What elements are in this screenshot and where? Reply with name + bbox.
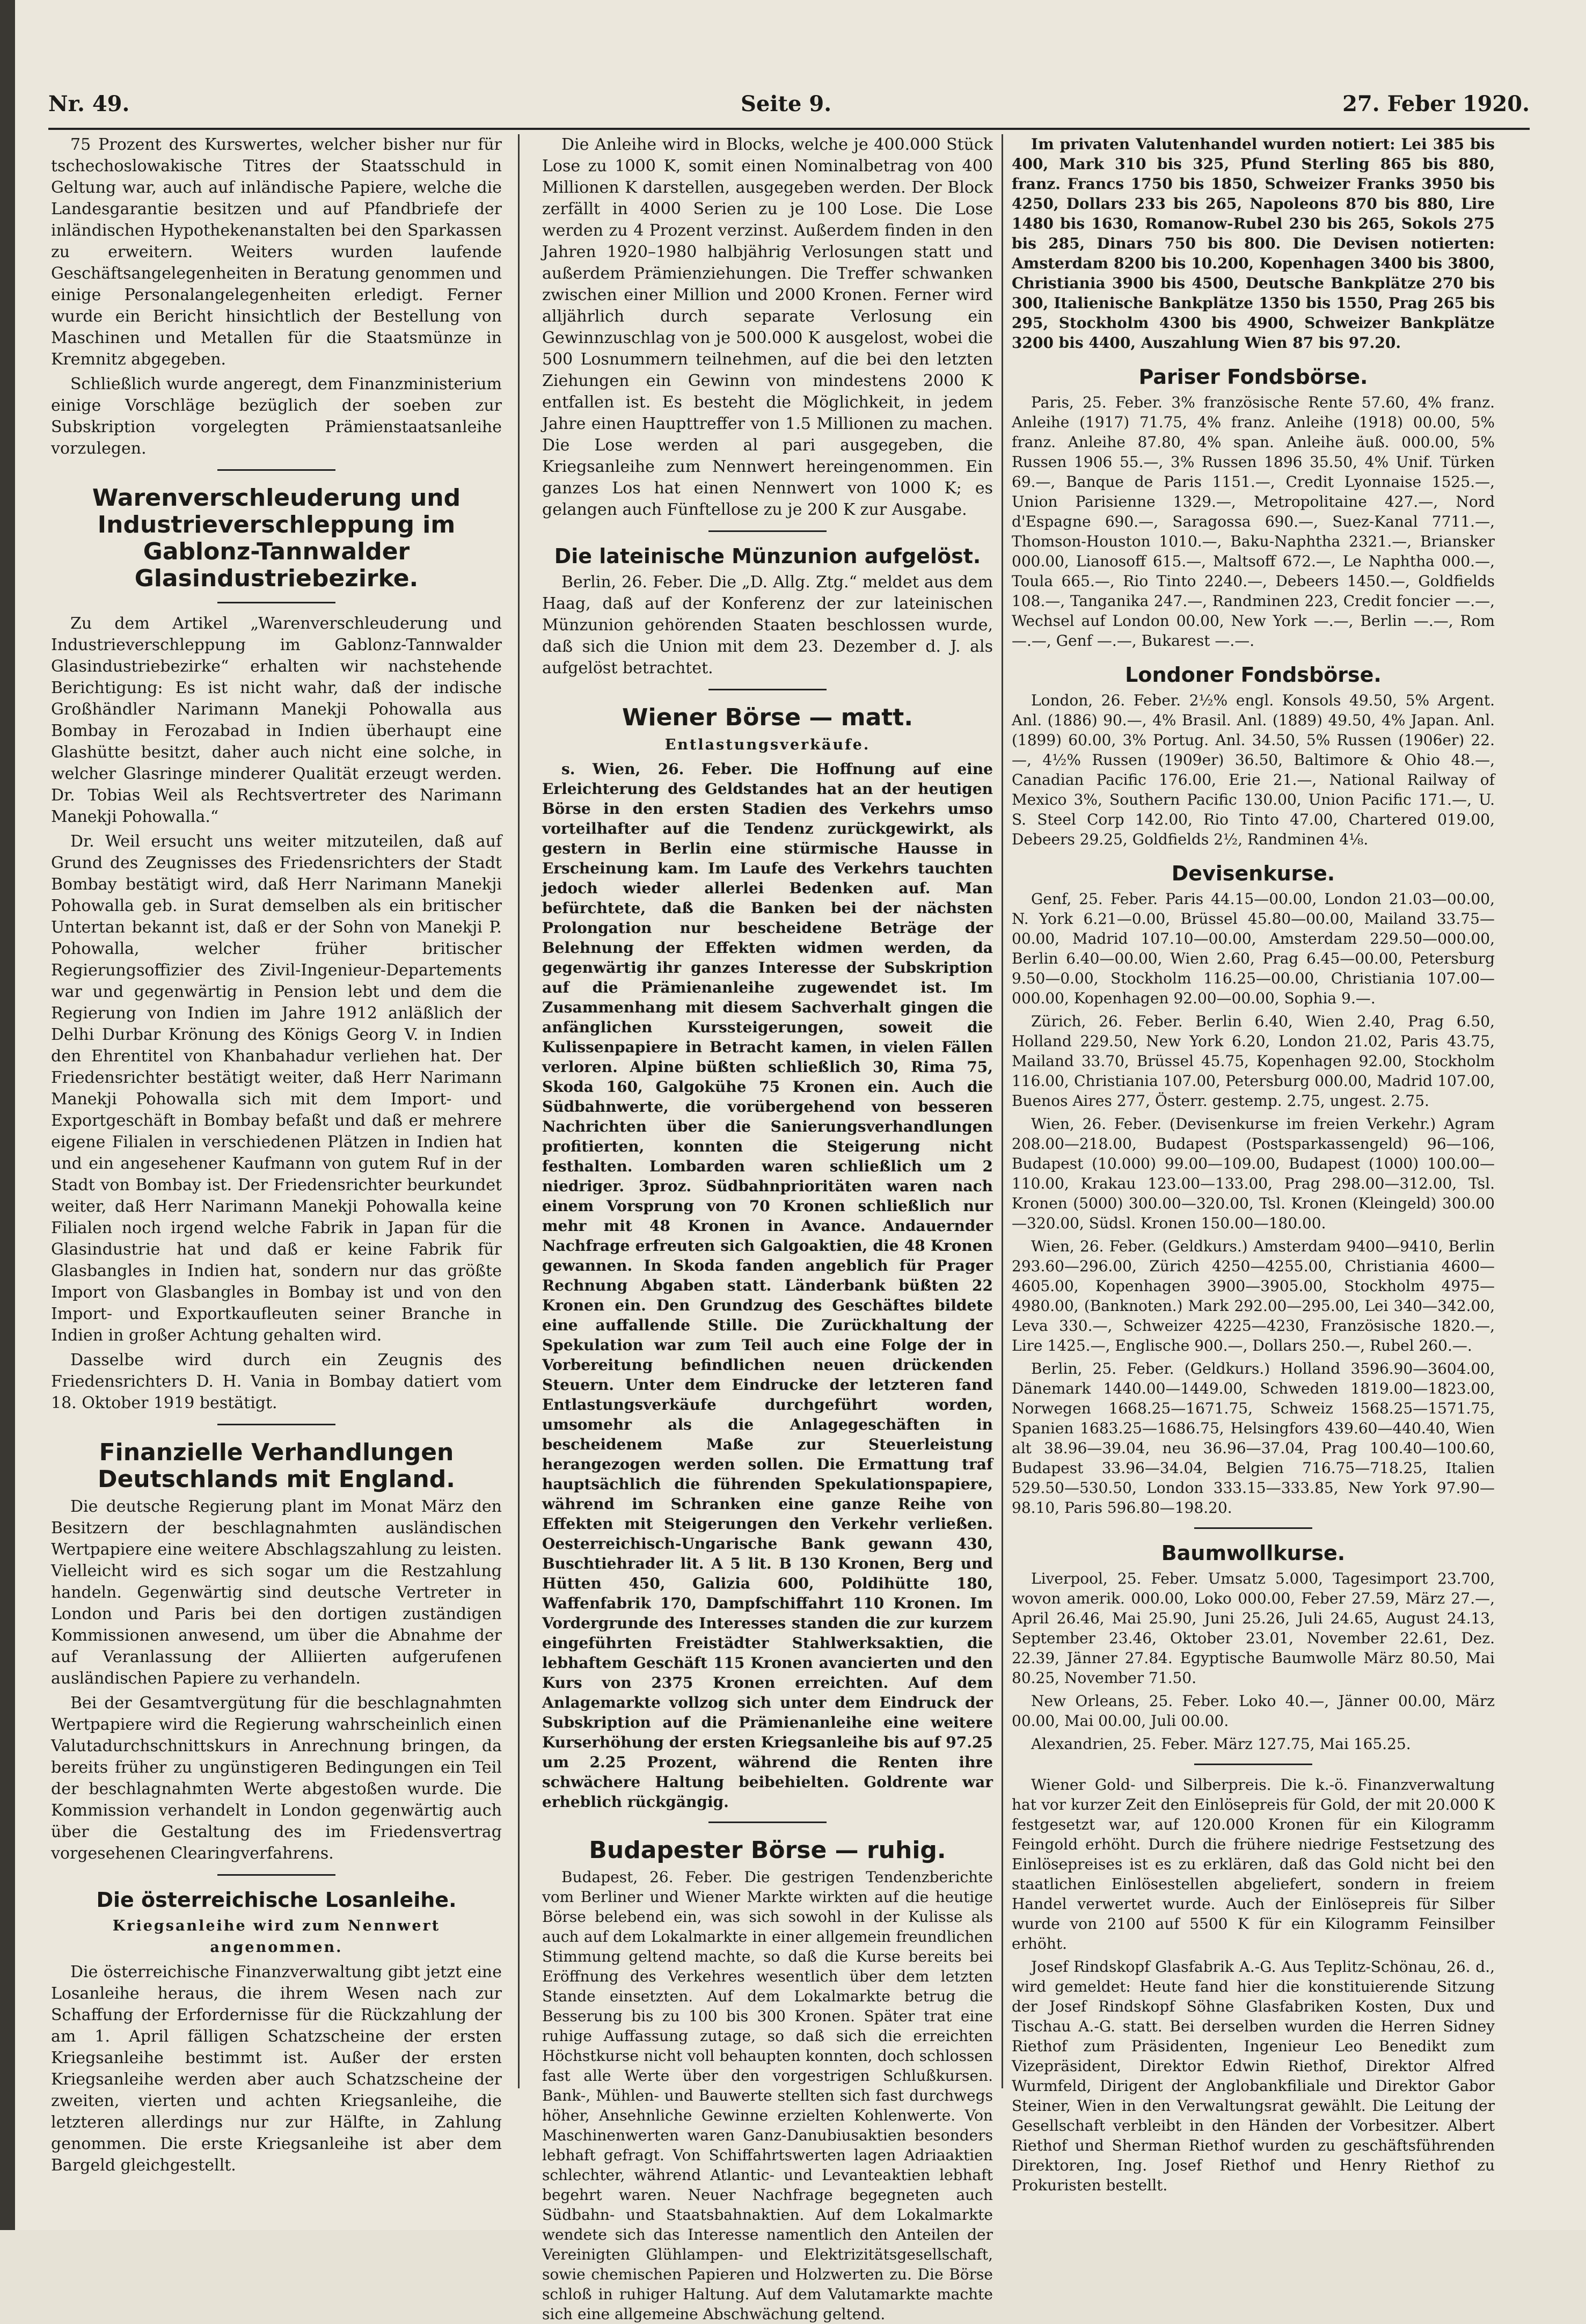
paragraph: s. Wien, 26. Feber. Die Hoffnung auf eine Erleichterung des Geldstandes hat an der heutigen Börse in den ersten Stadien des Verkehrs umso vorteilhafter auf die Tendenz zurückgewirkt, als gestern in Berlin eine stürmische Hausse in Erscheinung kam. Im Laufe des Verkehrs tauchten jedoch wieder allerlei Bedenken auf. Man befürchtete, daß die Banken bei der nächsten Prolongation nur bescheidene Beträge der Belehnung der Effekten widmen werden, da gegenwärtig ihr ganzes Interesse der Subskription auf die Prämienanleihe zugewendet ist. Im Zusammenhang mit diesem Sachverhalt gingen die anfänglichen Kurssteigerungen, soweit die Kulissenpapiere in Betracht kamen, in vielen Fällen verloren. Alpine büßten schließlich 30, Rima 75, Skoda 160, Galgokühe 75 Kronen ein. Auch die Südbahnwerte, die vorübergehend von besseren Nachrichten über die Sanierungsverhandlungen profitierten, konnten die Steigerung nicht festhalten. Lombarden waren schließlich um 2 niedriger. 3proz. Südbahnprioritäten waren nach einem Vorsprung von 70 Kronen schließlich nur mehr mit 48 Kronen in Avance. Andauernder Nachfrage erfreuten sich Galgoaktien, die 48 Kronen gewannen. In Skoda fanden angeblich für Prager Rechnung Abgaben statt. Länderbank büßten 22 Kronen ein. Den Grundzug des Geschäftes bildete eine auffallende Stille. Die Zurückhaltung der Spekulation war zum Teil auch eine Folge der in Vorbereitung befindlichen neuen drückenden Steuern. Unter dem Eindrucke der letzteren fand Entlastungsverkäufe durchgeführt worden, umsomehr als die Anlagegeschäften in bescheidenem Maße zur Steuerleistung herangezogen werden sollen. Die Ermattung traf hauptsächlich die führenden Spekulationspapiere, während im Schranken eine ganze Reihe von Effekten mit Steigerungen den Verkehr verließen. Oesterreichisch-Ungarische Bank gewann 430, Buschtiehrader lit. A 5 lit. B 130 Kronen, Berg und Hütten 450, Galizia 600, Poldihütte 180, Waffenfabrik 170, Dampfschiffahrt 110 Kronen. Im Vordergrunde des Interesses standen die zur kurzem eingeführten Freistädter Stahlwerksaktien, die lebhaftem Geschäft 115 Kronen avancierten und den Kurs von 2375 Kronen erreichten. Auf dem Anlagemarkte vollzog sich unter dem Eindruck der Subskription auf die Prämienanleihe eine weitere Kurserhöhung der ersten Kriegsanleihe bis auf 97.25 um 2.25 Prozent, während die Renten ihre schwächere Haltung beibehielten. Goldrente war erheblich rückgängig.: [542, 760, 993, 1811]
article-headline: Wiener Börse — matt.: [622, 704, 913, 731]
paragraph: 75 Prozent des Kurswertes, welcher bisher nur für tschechoslowakische Titres der Staatsschuld in Geltung war, auch auf inländische Papiere, welche die Landesgarantie besitzen und auf Pfandbriefe der inländischen Hypothekenanstalten bei den Sparkassen zu erweitern. Weiters wurden laufende Geschäftsangelegenheiten in Beratung genommen und einige Personalangelegenheiten erledigt. Ferner wurde ein Bericht hinsichtlich der Bestellung von Maschinen und Metallen für die Staatsmünze in Kremnitz abgegeben.: [51, 135, 502, 369]
column-1: [51, 134, 502, 2175]
issue-number: Nr. 49.: [48, 91, 130, 116]
separator: [217, 469, 335, 471]
column-2: [542, 134, 993, 2323]
paragraph: Im privaten Valutenhandel wurden notiert: Lei 385 bis 400, Mark 310 bis 325, Pfund Sterling 865 bis 880, franz. Francs 1750 bis 1850, Schweizer Franks 3950 bis 4250, Dollars 233 bis 265, Napoleons 870 bis 880, Lire 1480 bis 1630, Romanow-Rubel 230 bis 265, Sokols 275 bis 285, Dinars 750 bis 800. Die Devisen notierten: Amsterdam 8200 bis 10.200, Kopenhagen 3400 bis 3800, Christiania 3900 bis 4500, Deutsche Bankplätze 270 bis 300, Italienische Bankplätze 1350 bis 1550, Prag 265 bis 295, Stockholm 4300 bis 4900, Schweizer Bankplätze 3200 bis 4400, Auszahlung Wien 87 bis 97.20.: [1012, 135, 1495, 352]
separator: [217, 1874, 335, 1876]
paragraph: Josef Rindskopf Glasfabrik A.-G. Aus Teplitz-Schönau, 26. d., wird gemeldet: Heute fand hier die konstituierende Sitzung der Josef Rindskopf Söhne Glasfabriken Kosten, Dux und Tischau A.-G. statt. Bei derselben wurden die Herren Sidney Riethof zum Präsidenten, Ingenieur Leo Benedikt zum Vizepräsident, Direktor Edwin Riethof, Direktor Alfred Wurmfeld, Dirigent der Anglobankfiliale und Direktor Gabor Steiner, Wien in den Verwaltungsrat gewählt. Die Leitung der Gesellschaft verbleibt in den Händen der Vorbesitzer. Albert Riethof und Sherman Riethof wurden zu geschäftsführenden Direktoren, Ing. Josef Riethof und Henry Riethof zu Prokuristen bestellt.: [1012, 1958, 1495, 2194]
paragraph: London, 26. Feber. 2½% engl. Konsols 49.50, 5% Argent. Anl. (1886) 90.—, 4% Brasil. Anl. (1889) 49.50, 4% Japan. Anl. (1899) 60.00, 3% Portug. Anl. 34.50, 5% Russen (1906er) 22.—, 4½% Russen (1909er) 36.50, Baltimore & Ohio 48.—, Canadian Pacific 176.00, Erie 21.—, National Railway of Mexico 3%, Southern Pacific 130.00, Union Pacific 171.—, U. S. Steel Corp 142.00, Rio Tinto 47.00, Chartered 019.00, Debeers 29.25, Goldfields 2½, Randminen 4⅛.: [1012, 691, 1495, 848]
paragraph: Dasselbe wird durch ein Zeugnis des Friedensrichters D. H. Vania in Bombay datiert vom 18. Oktober 1919 bestätigt.: [51, 1351, 502, 1412]
header-rule: [48, 128, 1530, 130]
paragraph: Zu dem Artikel „Warenverschleuderung und Industrieverschleppung im Gablonz-Tannwalder Glasindustriebezirke“ erhalten wir nachstehende Berichtigung: Es ist nicht wahr, daß der indische Großhändler Narimann Manekji Pohowalla aus Bombay in Ferozabad in Indien überhaupt eine Glashütte besitzt, daher auch nicht eine solche, in welcher Glasringe minderer Qualität erzeugt werden. Dr. Tobias Weil als Rechtsvertreter des Narimann Manekji Pohowalla.“: [51, 614, 502, 826]
article-headline: Die österreichische Losanleihe.: [96, 1888, 457, 1912]
paragraph: Paris, 25. Feber. 3% französische Rente 57.60, 4% franz. Anleihe (1917) 71.75, 4% franz. Anleihe (1918) 00.00, 5% franz. Anleihe 87.80, 4% span. Anleihe äuß. 000.00, 5% Russen 1906 55.—, 3% Russen 1896 35.50, 4% Unif. Türken 69.—, Banque de Paris 1151.—, Credit Lyonnaise 1525.—, Union Parisienne 1329.—, Metropolitaine 427.—, Nord d'Espagne 690.—, Saragossa 690.—, Suez-Kanal 7711.—, Thomson-Houston 1010.—, Baku-Naphtha 2321.—, Briansker 000.00, Lianosoff 615.—, Maltsoff 672.—, Le Naphtha 000.—, Toula 665.—, Rio Tinto 2240.—, Debeers 1450.—, Goldfields 108.—, Tanganika 247.—, Randminen 223, Credit foncier —.—, Wechsel auf London 00.00, New York —.—, Berlin —.—, Rom —.—, Genf —.—, Bukarest —.—.: [1012, 394, 1495, 650]
paragraph: Berlin, 25. Feber. (Geldkurs.) Holland 3596.90—3604.00, Dänemark 1440.00—1449.00, Schweden 1819.00—1823.00, Norwegen 1668.25—1671.75, Schweiz 1568.25—1571.75, Spanien 1683.25—1686.75, Helsingfors 439.60—440.40, Wien alt 38.96—39.04, neu 36.96—37.04, Prag 100.40—100.60, Budapest 33.96—34.04, Belgien 716.75—718.25, Italien 529.50—530.50, London 333.15—333.85, New York 97.90—98.10, Paris 596.80—198.20.: [1012, 1360, 1495, 1517]
paragraph: Die deutsche Regierung plant im Monat März den Besitzern der beschlagnahmten ausländischen Wertpapiere eine weitere Abschlagszahlung zu leisten. Vielleicht wird es sich sogar um die Restzahlung handeln. Gegenwärtig sind deutsche Vertreter in London und Paris bei den dortigen zuständigen Kommissionen anwesend, um über die Abnahme der auf Veranlassung der Alliierten aufgerufenen ausländischen Papiere zu verhandeln.: [51, 1497, 502, 1688]
separator: [708, 689, 827, 690]
paragraph: Die österreichische Finanzverwaltung gibt jetzt eine Losanleihe heraus, die ihrem Wesen nach zur Schaffung der Erfordernisse für die Rückzahlung der am 1. April fälligen Schatzscheine der ersten Kriegsanleihe bestimmt ist. Außer der ersten Kriegsanleihe werden aber auch Schatzscheine der zweiten, vierten und achten Kriegsanleihe, die letzteren allerdings nur zur Hälfte, in Zahlung genommen. Die erste Kriegsanleihe ist aber dem Bargeld gleichgestellt.: [51, 1963, 502, 2175]
paragraph: Die Anleihe wird in Blocks, welche je 400.000 Stück Lose zu 1000 K, somit einen Nominalbetrag von 400 Millionen K darstellen, ausgegeben werden. Der Block zerfällt in 4000 Serien zu je 100 Lose. Die Lose werden zu 4 Prozent verzinst. Außerdem finden in den Jahren 1920–1980 halbjährig Verlosungen statt und außerdem Prämienziehungen. Die Treffer schwanken zwischen einer Million und 2000 Kronen. Ferner wird alljährlich durch separate Verlosung ein Gewinnzuschlag von je 500.000 K ausgelost, wobei die 500 Losnummern teilnehmen, auf die bei den letzten Ziehungen ein Gewinn von mindestens 2000 K entfallen ist. Es besteht die Möglichkeit, in jedem Jahre einen Haupttreffer von 1.5 Millionen zu machen. Die Lose werden al pari ausgegeben, die Kriegsanleihe zum Nennwert hereingenommen. Ein ganzes Los hat einen Nennwert von 1000 K; es gelangen auch Fünftellose zu je 200 K zur Ausgabe.: [542, 135, 993, 519]
separator: [217, 602, 335, 603]
section-headline: Pariser Fondsbörse.: [1138, 365, 1368, 389]
column-divider: [1002, 134, 1003, 2088]
separator: [708, 1822, 827, 1823]
separator: [1194, 1764, 1312, 1765]
article-headline: Finanzielle Verhandlungen Deutschlands mit England.: [98, 1439, 455, 1493]
scan-edge: [0, 0, 15, 2230]
article-subheadline: Kriegsanleihe wird zum Nennwert angenommen.: [112, 1918, 441, 1956]
article-headline: Budapester Börse — ruhig.: [589, 1837, 946, 1864]
column-3: [1012, 134, 1495, 2194]
paragraph: Berlin, 26. Feber. Die „D. Allg. Ztg.“ meldet aus dem Haag, daß auf der Konferenz der zur lateinischen Münzunion gehörenden Staaten beschlossen wurde, daß sich die Union mit dem 23. Dezember d. J. als aufgelöst betrachtet.: [542, 573, 993, 677]
article-headline: Die lateinische Münzunion aufgelöst.: [554, 544, 981, 568]
article-headline: Warenverschleuderung und Industrieverschleppung im Gablonz-Tannwalder Glasindustriebezirke.: [92, 484, 461, 592]
paragraph: Dr. Weil ersucht uns weiter mitzuteilen, daß auf Grund des Zeugnisses des Friedensrichters der Stadt Bombay bestätigt wird, daß Herr Narimann Manekji Pohowalla geb. in Surat demselben als ein britischer Untertan bekannt ist, daß er der Sohn von Manekji P. Pohowalla, welcher früher britischer Regierungsoffizier des Zivil-Ingenieur-Departements war und gegenwärtig in Pension lebt und dem die Regierung von Indien im Jahre 1912 anläßlich der Delhi Durbar Krönung des Königs Georg V. in Indien den Ehrentitel von Khanbahadur verliehen hat. Der Friedensrichter bestätigt weiter, daß Herr Narimann Manekji Pohowalla sich mit dem Import- und Exportgeschäft in Bombay befaßt und daß er mehrere eigene Filialen in verschiedenen Plätzen in Indien hat und ein angesehener Kaufmann von gutem Ruf in der Stadt von Bombay ist. Der Friedensrichter beurkundet weiter, daß Herr Narimann Manekji Pohowalla keine Filialen noch irgend welche Fabrik in Japan für die Glasindustrie hat und daß er keine Fabrik für Glasbangles in Indien hat, sondern nur das größte Import von Glasbangles in Bombay ist und von den Import- und Exportkaufleuten seiner Branche in Indien in großer Achtung gehalten wird.: [51, 832, 502, 1345]
paragraph: Liverpool, 25. Feber. Umsatz 5.000, Tagesimport 23.700, wovon amerik. 000.00, Loko 000.00, Feber 27.59, März 27.—, April 26.46, Mai 25.90, Juni 25.26, Juli 24.65, August 24.13, September 23.46, Oktober 23.01, November 22.61, Dez. 22.39, Jänner 27.84. Egyptische Baumwolle März 80.50, Mai 80.25, November 71.50.: [1012, 1570, 1495, 1687]
section-headline: Baumwollkurse.: [1161, 1541, 1346, 1565]
separator: [217, 1424, 335, 1425]
section-headline: Londoner Fondsbörse.: [1125, 663, 1382, 687]
paragraph: Bei der Gesamtvergütung für die beschlagnahmten Wertpapiere wird die Regierung wahrscheinlich einen Valutadurchschnittskurs in Anrechnung bringen, da bereits früher zu ungünstigeren Bedingungen ein Teil der beschlagnahmten Werte abgestoßen wurde. Die Kommission verhandelt in London gegenwärtig auch über die Gestaltung des im Friedensvertrag vorgesehenen Clearingverfahrens.: [51, 1694, 502, 1863]
paragraph: Wien, 26. Feber. (Devisenkurse im freien Verkehr.) Agram 208.00—218.00, Budapest (Postsparkassengeld) 96—106, Budapest (10.000) 99.00—109.00, Budapest (1000) 100.00—110.00, Krakau 123.00—133.00, Prag 298.00—312.00, Tsl. Kronen (5000) 300.00—320.00, Tsl. Kronen (Kleingeld) 300.00—320.00, Südsl. Kronen 150.00—180.00.: [1012, 1115, 1495, 1232]
column-divider: [518, 134, 520, 2088]
article-subheadline: Entlastungsverkäufe.: [664, 737, 871, 753]
paragraph: Genf, 25. Feber. Paris 44.15—00.00, London 21.03—00.00, N. York 6.21—0.00, Brüssel 45.80—00.00, Mailand 33.75—00.00, Madrid 107.10—00.00, Amsterdam 229.50—000.00, Berlin 6.40—00.00, Wien 2.60, Prag 6.45—00.00, Petersburg 9.50—0.00, Stockholm 116.25—00.00, Christiania 107.00—000.00, Kopenhagen 92.00—00.00, Sophia 9.—.: [1012, 890, 1495, 1007]
paragraph: Budapest, 26. Feber. Die gestrigen Tendenzberichte vom Berliner und Wiener Markte wirkten auf die heutige Börse belebend ein, was sich sowohl in der Kulisse als auch auf dem Lokalmarkte in einer allgemein freundlichen Stimmung geltend machte, so daß die Kurse bereits bei Eröffnung des Verkehres wesentlich über dem letzten Stande einsetzten. Auf dem Lokalmarkte betrug die Besserung bis zu 100 bis 300 Kronen. Später trat eine ruhige Auffassung zutage, so daß sich die erreichten Höchstkurse nicht voll behaupten konnten, doch schlossen fast alle Werte über den vorgestrigen Schlußkursen. Bank-, Mühlen- und Bauwerte stellten sich fast durchwegs höher, Ansehnliche Gewinne erzielten Kohlenwerte. Von Maschinenwerten waren Ganz-Danubiusaktien besonders lebhaft gefragt. Von Schiffahrtswerten lagen Adriaaktien schlechter, während Atlantic- und Levanteaktien lebhaft begehrt waren. Neuer Nachfrage begegneten auch Südbahn- und Staatsbahnaktien. Auf dem Lokalmarkte wendete sich das Interesse namentlich den Anteilen der Vereinigten Glühlampen- und Elektrizitätsgesellschaft, sowie chemischen Papieren und Holzwerten zu. Die Börse schloß in ruhiger Haltung. Auf dem Valutamarkte machte sich eine allgemeine Abschwächung geltend.: [542, 1868, 993, 2323]
separator: [1194, 1527, 1312, 1529]
page-header: [48, 86, 1530, 123]
paragraph: New Orleans, 25. Feber. Loko 40.—, Jänner 00.00, März 00.00, Mai 00.00, Juli 00.00.: [1012, 1692, 1495, 1730]
paragraph: Schließlich wurde angeregt, dem Finanzministerium einige Vorschläge bezüglich der soeben zur Subskription vorgelegten Prämienstaatsanleihe vorzulegen.: [51, 375, 502, 458]
section-headline: Devisenkurse.: [1171, 862, 1335, 885]
paragraph: Wien, 26. Feber. (Geldkurs.) Amsterdam 9400—9410, Berlin 293.60—296.00, Zürich 4250—4255.00, Christiania 4600—4605.00, Kopenhagen 3900—3905.00, Stockholm 4975—4980.00, (Banknoten.) Mark 292.00—295.00, Lei 340—342.00, Leva 330.—, Schweizer 4225—4230, Französische 1820.—, Lire 1425.—, Englische 900.—, Dollars 250.—, Rubel 260.—.: [1012, 1237, 1495, 1354]
paragraph: Wiener Gold- und Silberpreis. Die k.-ö. Finanzverwaltung hat vor kurzer Zeit den Einlösepreis für Gold, der mit 20.000 K festgesetzt war, auf 120.000 Kronen für ein Kilogramm Feingold erhöht. Durch die frühere niedrige Festsetzung des Einlösepreises ist es zu erklären, daß das Gold nicht bei den staatlichen Einlösestellen abgeliefert, sondern in freiem Handel verwertet wurde. Auch der Einlösepreis für Silber wurde von 2100 auf 5500 K für ein Kilogramm Feinsilber erhöht.: [1012, 1776, 1495, 1953]
paragraph: Zürich, 26. Feber. Berlin 6.40, Wien 2.40, Prag 6.50, Holland 229.50, New York 6.20, London 21.02, Paris 43.75, Mailand 33.70, Brüssel 45.75, Kopenhagen 92.00, Stockholm 116.00, Christiania 107.00, Petersburg 000.00, Madrid 107.00, Buenos Aires 277, Österr. gestemp. 2.75, ungest. 2.75.: [1012, 1012, 1495, 1110]
page-number: Seite 9.: [741, 91, 832, 116]
issue-date: 27. Feber 1920.: [1342, 91, 1530, 116]
paragraph: Alexandrien, 25. Feber. März 127.75, Mai 165.25.: [1031, 1735, 1411, 1753]
separator: [708, 530, 827, 532]
